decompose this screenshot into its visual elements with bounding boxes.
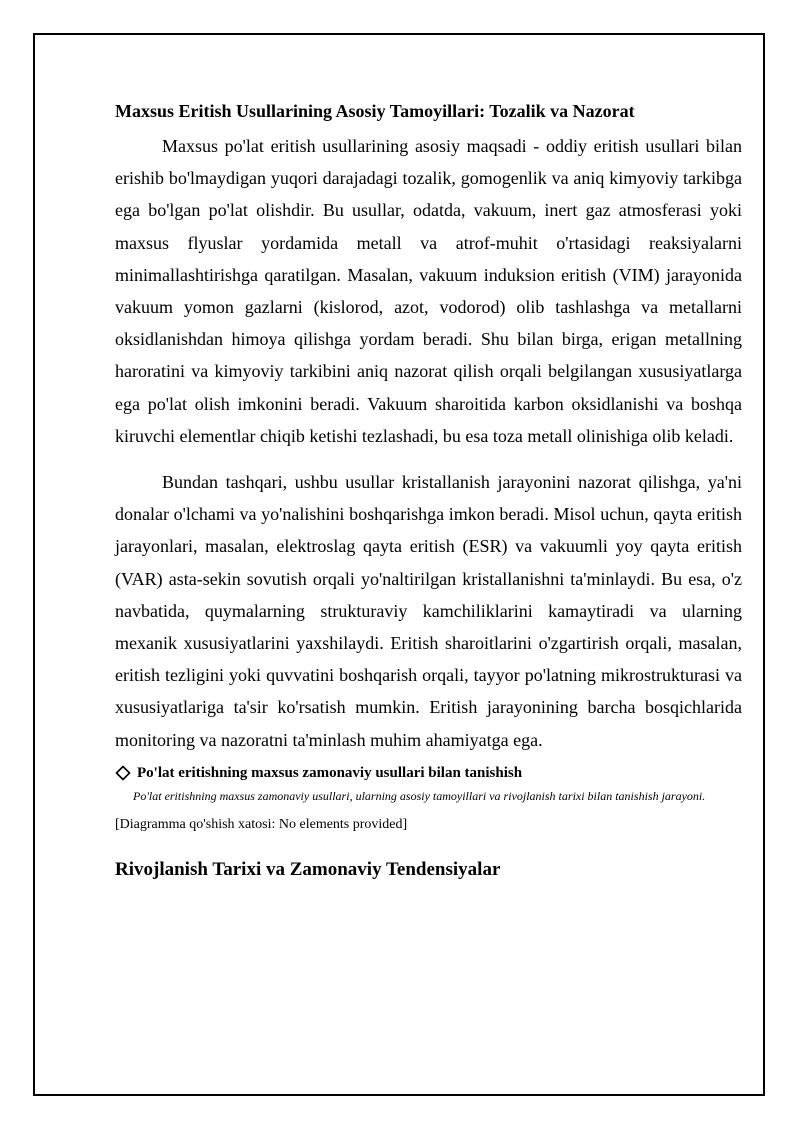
document-content [115, 96, 742, 899]
paragraph-1: Maxsus po'lat eritish usullarining asosiy maqsadi - oddiy eritish usullari bilan erishib bo'lmaydigan yuqori darajadagi tozalik, gomogenlik va aniq kimyoviy tarkibga ega bo'lgan po'lat olishdir. Bu usullar, odatda, vakuum, inert gaz atmosferasi yoki maxsus flyuslar yordamida metall va atrof-muhit o'rtasidagi reaksiyalarni minimallashtirishga qaratilgan. Masalan, vakuum induksion eritish (VIM) jarayonida vakuum yomon gazlarni (kislorod, azot, vodorod) olib tashlashga va metallarni oksidlanishdan himoya qilishga yordam beradi. Shu bilan birga, erigan metallning haroratini va kimyoviy tarkibini aniq nazorat qilish orqali belgilangan xususiyatlarga ega po'lat olish imkonini beradi. Vakuum sharoitida karbon oksidlanishi va boshqa kiruvchi elementlar chiqib ketishi tezlashadi, bu esa toza metall olinishiga olib keladi. [115, 136, 742, 446]
section-title: Maxsus Eritish Usullarining Asosiy Tamoyillari: Tozalik va Nazorat [115, 101, 635, 121]
callout-description: Po'lat eritishning maxsus zamonaviy usullari, ularning asosiy tamoyillari va rivojlanish tarixi bilan tanishish jarayoni. [133, 788, 706, 803]
callout-title: Po'lat eritishning maxsus zamonaviy usullari bilan tanishish [137, 764, 523, 781]
tag-icon [115, 765, 131, 781]
next-section-title: Rivojlanish Tarixi va Zamonaviy Tendensiyalar [115, 858, 501, 880]
diagram-callout [115, 762, 742, 835]
callout-header [115, 762, 742, 784]
diagram-error-message: [Diagramma qo'shish xatosi: No elements provided] [115, 816, 408, 832]
paragraph-2: Bundan tashqari, ushbu usullar kristallanish jarayonini nazorat qilishga, ya'ni donalar o'lchami va yo'nalishini boshqarishga imkon beradi. Misol uchun, qayta eritish jarayonlari, masalan, elektroslag qayta eritish (ESR) va vakuumli yoy qayta eritish (VAR) asta-sekin sovutish orqali yo'naltirilgan kristallanishni ta'minlaydi. Bu esa, o'z navbatida, quymalarning strukturaviy kamchiliklarini kamaytiradi va ularning mexanik xususiyatlarini yaxshilaydi. Eritish sharoitlarini o'zgartirish orqali, masalan, eritish tezligini yoki quvvatini boshqarish orqali, tayyor po'latning mikrostrukturasi va xususiyatlariga ta'sir ko'rsatish mumkin. Eritish jarayonining barcha bosqichlarida monitoring va nazoratni ta'minlash muhim ahamiyatga ega. [115, 472, 742, 750]
